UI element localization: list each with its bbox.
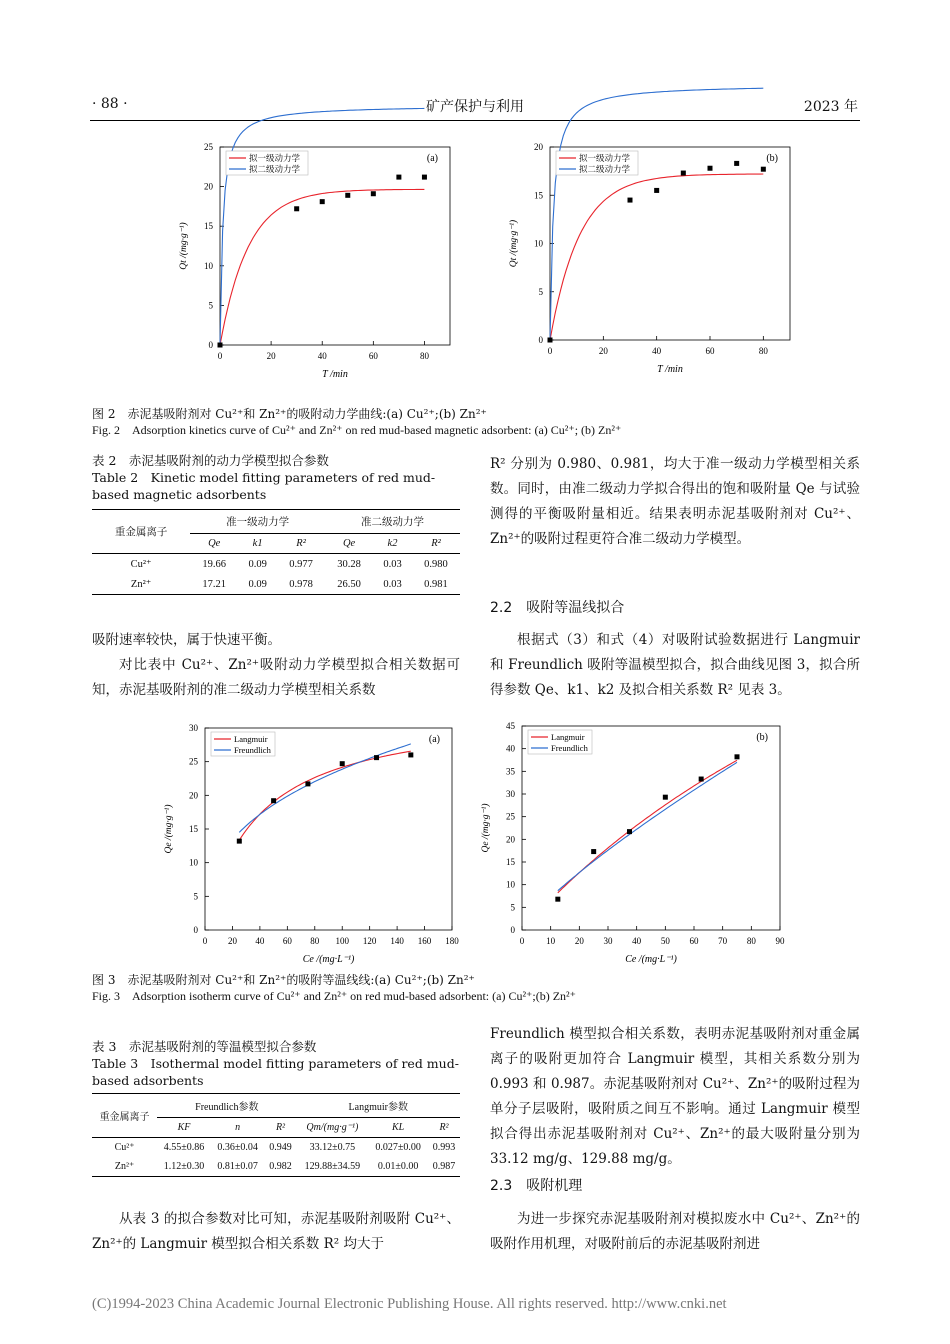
- y-tick-label: 10: [189, 857, 198, 868]
- paragraph: 吸附速率较快，属于快速平衡。: [92, 632, 281, 648]
- x-tick-label: 40: [652, 346, 662, 356]
- page-number: · 88 ·: [92, 96, 128, 112]
- fig2-caption-cn: 图 2 赤泥基吸附剂对 Cu²⁺和 Zn²⁺的吸附动力学曲线:(a) Cu²⁺;(b) Zn²⁺: [92, 407, 487, 421]
- table-cell: 0.993: [432, 1142, 456, 1153]
- table-cell: 26.50: [337, 578, 361, 590]
- data-point: [628, 198, 633, 203]
- data-point: [218, 343, 223, 348]
- table3-title-cn: 表 3 赤泥基吸附剂的等温模型拟合参数: [92, 1039, 317, 1054]
- paragraph: 为进一步探究赤泥基吸附剂对模拟废水中 Cu²⁺、Zn²⁺的吸附作用机理，对吸附前后的赤泥基吸附剂进: [490, 1211, 860, 1252]
- legend-label: 拟一级动力学: [249, 153, 301, 163]
- x-tick-label: 0: [547, 346, 553, 356]
- x-tick-label: 0: [519, 936, 525, 946]
- x-tick-label: 60: [368, 351, 378, 361]
- table-cell: 0.982: [269, 1161, 292, 1172]
- paragraph: 从表 3 的拟合参数对比可知，赤泥基吸附剂吸附 Cu²⁺、Zn²⁺的 Langmuir 模型拟合相关系数 R² 均大于: [92, 1211, 460, 1252]
- y-tick-label: 30: [506, 789, 515, 799]
- y-tick-label: 5: [193, 891, 198, 902]
- x-tick-label: 60: [282, 936, 292, 946]
- x-axis-label: T /min: [322, 369, 348, 380]
- fig3-caption-cn: 图 3 赤泥基吸附剂对 Cu²⁺和 Zn²⁺的吸附等温线线:(a) Cu²⁺;(b) Zn²⁺: [92, 973, 475, 987]
- table-cell: 0.977: [289, 558, 313, 570]
- table3-group-head: 重金属离子: [99, 1112, 150, 1123]
- data-point: [422, 175, 427, 180]
- table3-col: KL: [392, 1122, 405, 1133]
- table-cell: 0.09: [248, 558, 267, 570]
- y-axis-label: Qe /(mg·g⁻¹): [481, 803, 491, 853]
- fit-curve-langmuir: [558, 760, 737, 893]
- fit-curve-pfo: [220, 189, 424, 345]
- panel-label: (a): [426, 153, 438, 164]
- y-tick-label: 0: [510, 925, 515, 935]
- table-cell: 0.987: [432, 1161, 456, 1172]
- table-cell: 19.66: [202, 558, 226, 570]
- x-tick-label: 140: [390, 936, 404, 946]
- fig2-caption-en: Fig. 2 Adsorption kinetics curve of Cu²⁺ and Zn²⁺ on red mud-based magnetic adsorbent: (a) Cu²⁺; (b) Zn²⁺: [92, 423, 622, 437]
- fig3-caption-en: Fig. 3 Adsorption isotherm curve of Cu²⁺ and Zn²⁺ on red mud-based adsorbent: (a) Cu²⁺;(b) Zn²⁺: [92, 989, 576, 1003]
- x-tick-label: 180: [445, 936, 459, 946]
- x-tick-label: 160: [417, 936, 432, 946]
- x-tick-label: 70: [718, 936, 728, 946]
- y-tick-label: 25: [189, 756, 198, 767]
- fig2b-chart: [490, 135, 800, 405]
- data-point: [305, 781, 310, 786]
- plot-frame: [550, 147, 790, 340]
- table-cell: 129.88±34.59: [304, 1161, 361, 1172]
- x-tick-label: 40: [255, 936, 265, 946]
- panel-label: (a): [428, 734, 440, 745]
- table2-block: [92, 452, 460, 595]
- data-point: [699, 777, 704, 782]
- data-point: [548, 338, 553, 343]
- table3-group2: Langmuir参数: [296, 1094, 460, 1118]
- x-axis-label: Ce /(mg·L⁻¹): [625, 954, 677, 965]
- x-tick-label: 90: [775, 936, 785, 946]
- y-tick-label: 45: [506, 721, 515, 731]
- table-row: [92, 1138, 460, 1158]
- table3-col: R²: [439, 1122, 449, 1133]
- y-tick-label: 10: [534, 238, 543, 249]
- x-tick-label: 100: [335, 936, 349, 946]
- table-row: [92, 1157, 460, 1177]
- fig2-caption: [92, 406, 862, 438]
- data-point: [340, 761, 345, 766]
- fig3a-chart: [160, 718, 460, 968]
- data-point: [345, 193, 350, 198]
- data-point: [735, 754, 740, 759]
- data-point: [761, 167, 766, 172]
- y-tick-label: 20: [204, 181, 213, 192]
- fit-curve-pso: [220, 108, 424, 345]
- table2-group-head: 重金属离子: [114, 527, 168, 538]
- y-tick-label: 15: [506, 857, 515, 867]
- fit-curve-pso: [550, 88, 763, 340]
- x-axis-label: Ce /(mg·L⁻¹): [302, 954, 355, 965]
- x-tick-label: 40: [632, 936, 642, 946]
- table-cell: 0.03: [383, 558, 402, 570]
- panel-label: (b): [766, 153, 778, 164]
- y-tick-label: 20: [189, 790, 198, 801]
- table2-col: k2: [387, 538, 398, 549]
- data-point: [654, 188, 659, 193]
- data-point: [734, 161, 739, 166]
- legend-label: Langmuir: [551, 732, 585, 742]
- data-point: [237, 839, 242, 844]
- paragraph: 对比表中 Cu²⁺、Zn²⁺吸附动力学模型拟合相关数据可知，赤泥基吸附剂的准二级动力学模型相关系数: [92, 657, 460, 698]
- data-point: [663, 795, 668, 800]
- table-cell: Cu²⁺: [130, 559, 152, 570]
- y-tick-label: 35: [506, 766, 515, 777]
- x-tick-label: 20: [266, 351, 276, 361]
- y-tick-label: 0: [208, 340, 213, 350]
- table-cell: 1.12±0.30: [163, 1161, 205, 1172]
- data-point: [708, 166, 713, 171]
- table3: [92, 1093, 460, 1177]
- data-point: [371, 191, 376, 196]
- x-tick-label: 80: [419, 351, 429, 361]
- table2-group1: 准一级动力学: [190, 510, 325, 534]
- y-axis-label: Qt /(mg·g⁻¹): [509, 219, 519, 268]
- legend-label: 拟二级动力学: [579, 164, 631, 174]
- x-tick-label: 20: [574, 936, 584, 946]
- data-point: [320, 199, 325, 204]
- x-tick-label: 0: [217, 351, 223, 361]
- y-tick-label: 5: [538, 286, 543, 297]
- x-tick-label: 60: [689, 936, 699, 946]
- fit-curve-langmuir: [239, 751, 410, 840]
- y-tick-label: 30: [189, 723, 198, 733]
- x-tick-label: 50: [660, 936, 670, 946]
- table2-col: Qe: [208, 538, 221, 549]
- x-tick-label: 80: [758, 346, 768, 356]
- table-cell: 0.81±0.07: [217, 1161, 258, 1172]
- journal-year: 2023 年: [803, 99, 858, 115]
- table2-col: R²: [431, 538, 441, 549]
- table2: [92, 509, 460, 595]
- table-cell: 0.027±0.00: [375, 1142, 421, 1153]
- table-cell: Zn²⁺: [130, 579, 152, 590]
- table2-title-en: Table 2 Kinetic model fitting parameters of red mud-based magnetic adsorbents: [92, 470, 436, 502]
- table-cell: 4.55±0.86: [163, 1142, 205, 1153]
- table-cell: 0.01±0.00: [377, 1161, 419, 1172]
- y-tick-label: 10: [204, 260, 213, 271]
- table-cell: 0.980: [424, 558, 448, 570]
- fig3-caption: [92, 972, 862, 1004]
- table3-col: R²: [275, 1122, 286, 1133]
- x-tick-label: 20: [227, 936, 237, 946]
- y-tick-label: 25: [204, 142, 213, 152]
- table-row: [92, 574, 460, 595]
- table-cell: 0.978: [289, 578, 313, 590]
- legend-label: 拟二级动力学: [249, 164, 301, 174]
- data-point: [396, 175, 401, 180]
- paragraph: 根据式（3）和式（4）对吸附试验数据进行 Langmuir 和 Freundlich 吸附等温模型拟合，拟合曲线见图 3，拟合所得参数 Qe、k1、k2 及拟合相关系数 R² 见表 3。: [490, 632, 860, 698]
- table-cell: 0.981: [424, 578, 448, 590]
- table-cell: 0.36±0.04: [217, 1142, 258, 1153]
- table3-block: [92, 1038, 460, 1177]
- plot-frame: [220, 147, 450, 345]
- y-tick-label: 20: [506, 834, 515, 845]
- data-point: [627, 829, 632, 834]
- x-tick-label: 0: [202, 936, 208, 946]
- x-tick-label: 60: [705, 346, 715, 356]
- y-tick-label: 40: [506, 743, 515, 754]
- data-point: [591, 849, 596, 854]
- legend-label: Freundlich: [234, 745, 271, 755]
- x-tick-label: 80: [746, 936, 756, 946]
- table2-title-cn: 表 2 赤泥基吸附剂的动力学模型拟合参数: [92, 453, 329, 468]
- y-tick-label: 5: [510, 902, 515, 913]
- y-tick-label: 25: [506, 811, 515, 822]
- table-cell: 17.21: [202, 578, 226, 590]
- table2-group2: 准二级动力学: [325, 510, 460, 534]
- x-tick-label: 40: [317, 351, 327, 361]
- fig2a-chart: [160, 135, 460, 405]
- table2-col: k1: [252, 538, 263, 549]
- x-tick-label: 10: [546, 936, 556, 946]
- data-point: [271, 798, 276, 803]
- table2-col: Qe: [342, 538, 356, 549]
- y-tick-label: 10: [506, 879, 515, 890]
- section-heading: 2.2 吸附等温线拟合: [490, 600, 625, 616]
- copyright-footer: (C)1994-2023 China Academic Journal Electronic Publishing House. All rights reserved. http://www.cnki.net: [92, 1296, 727, 1312]
- table2-col: R²: [296, 538, 306, 549]
- y-tick-label: 0: [538, 335, 543, 345]
- data-point: [294, 206, 299, 211]
- data-point: [408, 752, 413, 757]
- x-tick-label: 120: [362, 936, 377, 946]
- x-axis-label: T /min: [657, 364, 683, 375]
- y-axis-label: Qe /(mg·g⁻¹): [164, 804, 174, 854]
- y-tick-label: 0: [193, 925, 198, 935]
- x-tick-label: 30: [603, 936, 613, 946]
- data-point: [555, 897, 560, 902]
- legend-label: Langmuir: [234, 734, 268, 744]
- journal-title: 矿产保护与利用: [426, 99, 524, 115]
- paragraph: R² 分别为 0.980、0.981，均大于准一级动力学模型相关系数。同时，由准二级动力学拟合得出的饱和吸附量 Qe 与试验测得的平衡吸附量相近。结果表明赤泥基吸附剂对 Cu²⁺、Zn²⁺的吸附过程更符合准二级动力学模型。: [490, 456, 860, 547]
- fit-curve-freundlich: [239, 744, 410, 833]
- table-cell: 33.12±0.75: [309, 1142, 356, 1153]
- table-cell: 30.28: [337, 558, 361, 570]
- data-point: [681, 171, 686, 176]
- legend-label: Freundlich: [551, 743, 588, 753]
- y-tick-label: 20: [534, 142, 543, 152]
- legend-label: 拟一级动力学: [579, 153, 631, 163]
- y-tick-label: 5: [208, 300, 213, 311]
- y-tick-label: 15: [534, 190, 543, 201]
- table-cell: 0.09: [248, 578, 267, 590]
- plot-frame: [522, 726, 780, 930]
- table-cell: 0.949: [269, 1142, 292, 1153]
- table3-group1: Freundlich参数: [157, 1094, 296, 1118]
- table-cell: Zn²⁺: [114, 1161, 135, 1172]
- header-rule: [90, 120, 860, 121]
- section-heading: 2.3 吸附机理: [490, 1178, 583, 1194]
- table-cell: 0.03: [383, 578, 402, 590]
- panel-label: (b): [756, 732, 768, 743]
- fig3b-chart: [481, 718, 800, 968]
- data-point: [374, 755, 379, 760]
- paragraph: Freundlich 模型拟合相关系数，表明赤泥基吸附剂对重金属离子的吸附更加符合 Langmuir 模型，其相关系数分别为 0.993 和 0.987。赤泥基吸附剂对 Cu²⁺、Zn²⁺的吸附过程为单分子层吸附，吸附质之间互不影响。通过 Langmuir 模型拟合得出赤泥基吸附剂对 Cu²⁺、Zn²⁺的最大吸附量分别为 33.12 mg/g、129.88 mg/g。: [490, 1026, 860, 1167]
- x-tick-label: 80: [310, 936, 320, 946]
- y-axis-label: Qt /(mg·g⁻¹): [179, 222, 189, 270]
- table-row: [92, 554, 460, 575]
- fit-curve-pfo: [550, 174, 763, 340]
- table3-col: Qm/(mg·g⁻¹): [306, 1122, 359, 1133]
- table3-col: n: [235, 1122, 241, 1133]
- table3-title-en: Table 3 Isothermal model fitting parameters of red mud-based adsorbents: [92, 1056, 459, 1088]
- y-tick-label: 15: [189, 824, 198, 834]
- fit-curve-freundlich: [558, 762, 737, 890]
- table3-col: KF: [177, 1122, 191, 1133]
- table-cell: Cu²⁺: [114, 1142, 135, 1153]
- y-tick-label: 15: [204, 221, 213, 232]
- x-tick-label: 20: [598, 346, 608, 356]
